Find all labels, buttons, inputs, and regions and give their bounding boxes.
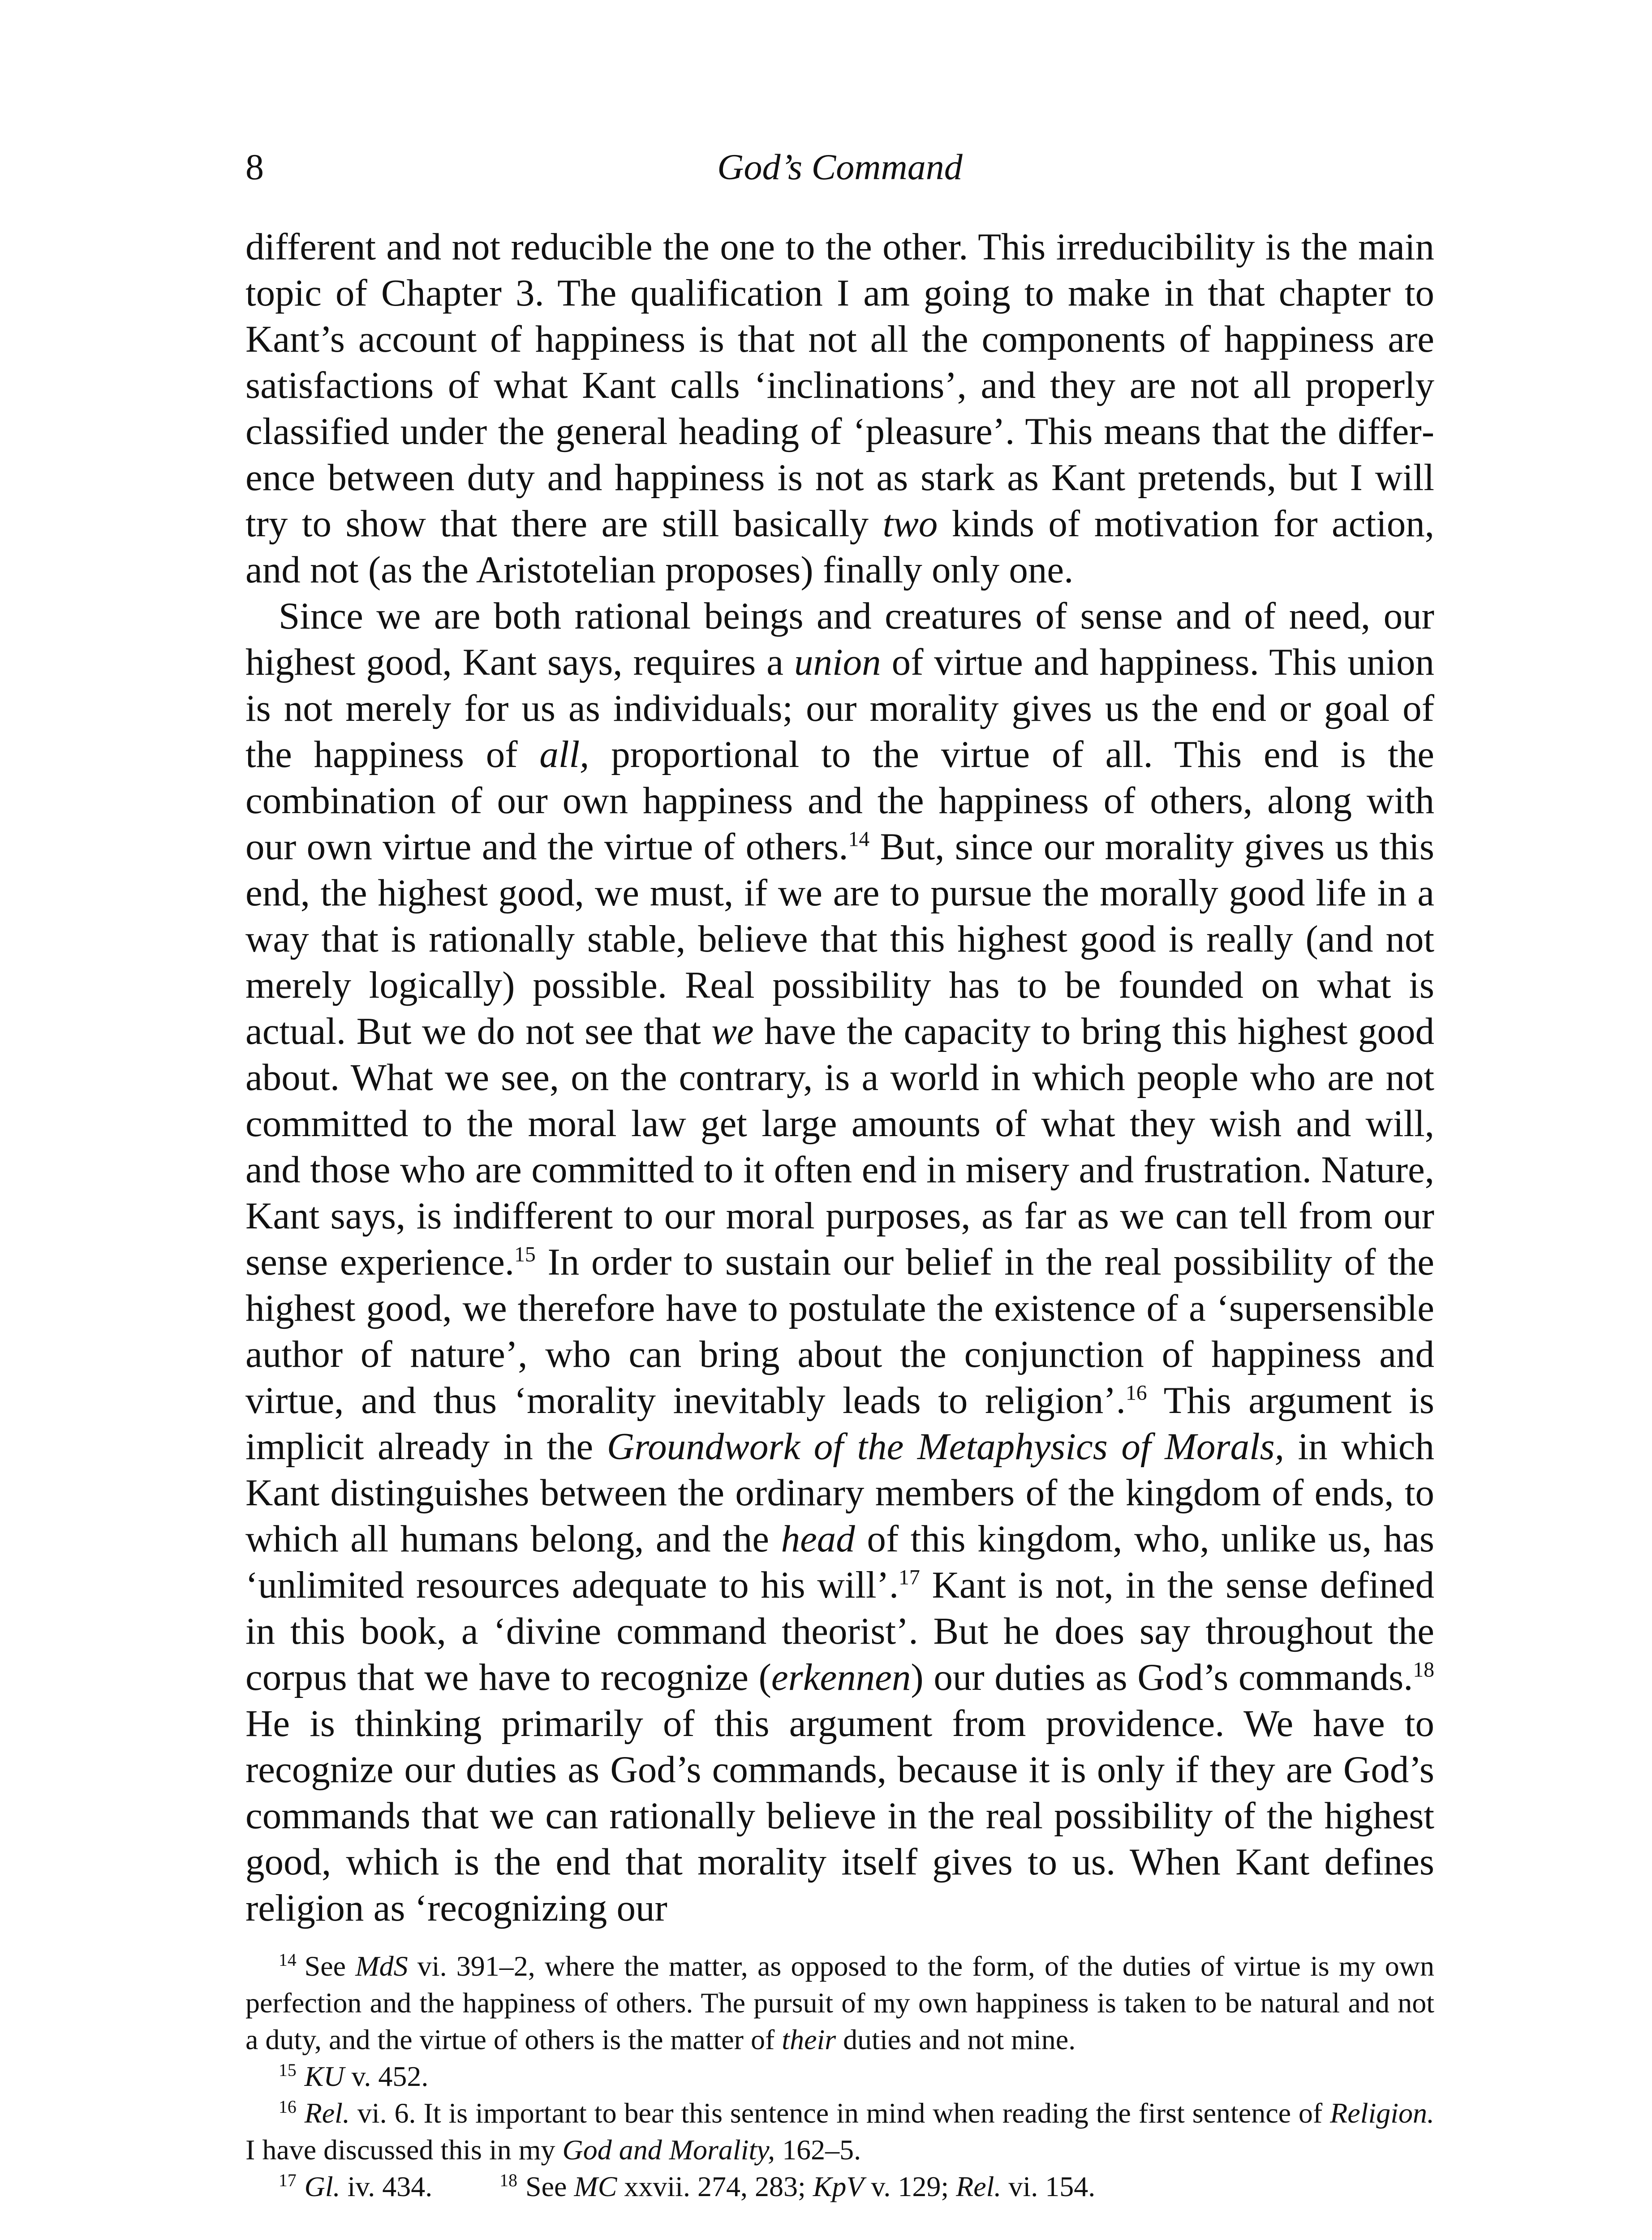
text-run: have the capacity to bring this highest good about. What we see, on the contrary, is a world in which people who are not committed to the moral law get large amounts of what they wish and will, and those who are committed to it often end in misery and frustration. Nature, Kant says, is indifferent to our moral purposes, as far as we can tell from our sense experience. — [245, 1010, 1434, 1283]
text-run: of this kingdom, who, unlike us, has ‘unlimited resources adequate to his will’. — [245, 1518, 1434, 1606]
emphasis: MdS — [355, 1950, 408, 1982]
footnote-number: 18 — [499, 2170, 517, 2190]
emphasis: KU — [304, 2060, 344, 2092]
text-run: See — [304, 1950, 356, 1982]
book-title: Groundwork of the Metaphysics of Morals, — [607, 1426, 1284, 1468]
text-run: kinds of motivation for action, and not (as the Aristotelian proposes) finally only one. — [245, 503, 1434, 591]
emphasis: Rel. — [956, 2171, 1002, 2202]
emphasis: MC — [574, 2171, 617, 2202]
text-run: This argument is implicit already in the — [245, 1379, 1435, 1468]
footnote-ref-18[interactable]: 18 — [1413, 1658, 1435, 1682]
text-run: v. 129; — [864, 2171, 956, 2202]
text-run: v. 452. — [344, 2060, 429, 2092]
text-run: I have discussed this in my — [245, 2134, 563, 2166]
text-run: Kant is not, in the sense defined in this book, a ‘divine command theorist’. But he does say throughout the corpus that we have to recognize ( — [245, 1564, 1434, 1698]
emphasis: we — [711, 1010, 754, 1052]
paragraph-continued — [245, 224, 1434, 593]
text-run: He is thinking primarily of this argument from providence. We have to recognize our duties as God’s commands, because it is only if they are God’s commands that we can rationally believe in the real possibility of the highest good, which is the end that morality itself gives to us. When Kant defines religion as ‘recognizing our — [245, 1702, 1434, 1929]
footnote-ref-15[interactable]: 15 — [514, 1243, 536, 1266]
footnote-15 — [245, 2058, 1434, 2095]
emphasis: God and Morality, — [562, 2134, 775, 2166]
footnote-ref-16[interactable]: 16 — [1125, 1381, 1147, 1405]
emphasis: Religion. — [1330, 2097, 1434, 2129]
paragraph-highest-good — [245, 593, 1434, 1931]
text-run: xxvii. 274, 283; — [617, 2171, 813, 2202]
text-run: But, since our morality gives us this end, the highest good, we must, if we are to pursue the morally good life in a way that is rationally stable, believe that this highest good is really (and not merely logically) possible. Real possibility has to be founded on what is actual. But we do not see that — [245, 826, 1434, 1052]
footnote-number: 16 — [279, 2097, 297, 2117]
text-run: vi. 391–2, where the matter, as opposed to the form, of the duties of virtue is my own perfection and the happiness of others. The pursuit of my own happiness is taken to be natural and not a duty, and the virtue of others is the matter of — [245, 1950, 1435, 2055]
footnote-18 — [499, 2168, 1095, 2205]
text-run: 162–5. — [775, 2134, 861, 2166]
footnote-17 — [279, 2168, 432, 2205]
footnote-row-17-18 — [245, 2168, 1434, 2205]
emphasis: Gl. — [304, 2171, 340, 2202]
footnote-16 — [245, 2095, 1434, 2168]
running-title: God’s Command — [717, 146, 963, 187]
text-run: ) our duties as God’s commands. — [911, 1656, 1413, 1698]
emphasis: KpV — [813, 2171, 864, 2202]
footnotes — [245, 1948, 1434, 2205]
running-header — [245, 142, 1434, 192]
text-run: proportional to the virtue of all. This end is the combination of our own happiness and the happiness of others, along with our own virtue and the virtue of others. — [245, 733, 1434, 868]
emphasis: Rel. — [304, 2097, 350, 2129]
text-run: of virtue and happiness. This union is not merely for us as individuals; our morality gives us the end or goal of the happiness of — [245, 641, 1434, 775]
text-run: vi. 154. — [1001, 2171, 1096, 2202]
text-run: In order to sustain our belief in the real possibility of the highest good, we therefore have to postulate the existence of a ‘supersensible author of nature’, who can bring about the conjunction of happiness and virtue, and thus ‘morality inevitably leads to religion’. — [245, 1241, 1434, 1422]
main-text — [245, 224, 1434, 1931]
footnote-number: 17 — [279, 2170, 297, 2190]
emphasis: their — [782, 2024, 836, 2055]
emphasis: head — [781, 1518, 855, 1560]
emphasis: erkennen — [771, 1656, 911, 1698]
footnote-ref-14[interactable]: 14 — [848, 827, 870, 851]
footnote-number: 14 — [279, 1950, 297, 1970]
text-run: duties and not mine. — [836, 2024, 1076, 2055]
footnote-ref-17[interactable]: 17 — [899, 1566, 920, 1590]
footnote-14 — [245, 1948, 1434, 2058]
text-run: Since we are both rational beings and creatures of sense and of need, our highest good, Kant says, requires a — [245, 595, 1434, 683]
text-run: vi. 6. It is important to bear this sentence in mind when reading the first sentence of — [349, 2097, 1330, 2129]
text-run: different and not reducible the one to the other. This irreducibility is the main topic of Chapter 3. The qualification I am going to make in that chapter to Kant’s account of happiness is that not all the components of happiness are satisfactions of what Kant calls ‘inclinations’, and they are not all properly classified under the general heading of ‘pleasure’. This means that the difference between duty and happiness is not as stark as Kant pretends, but I will try to show that there are still basically — [245, 226, 1434, 545]
text-run: in which Kant distinguishes between the ordinary members of the kingdom of ends, to which all humans belong, and the — [245, 1426, 1434, 1560]
text-run: iv. 434. — [340, 2171, 433, 2202]
emphasis: two — [882, 503, 938, 545]
text-run: See — [525, 2171, 574, 2202]
footnote-number: 15 — [279, 2060, 297, 2080]
page-number: 8 — [245, 146, 264, 187]
emphasis: all, — [539, 733, 589, 775]
emphasis: union — [794, 641, 881, 683]
